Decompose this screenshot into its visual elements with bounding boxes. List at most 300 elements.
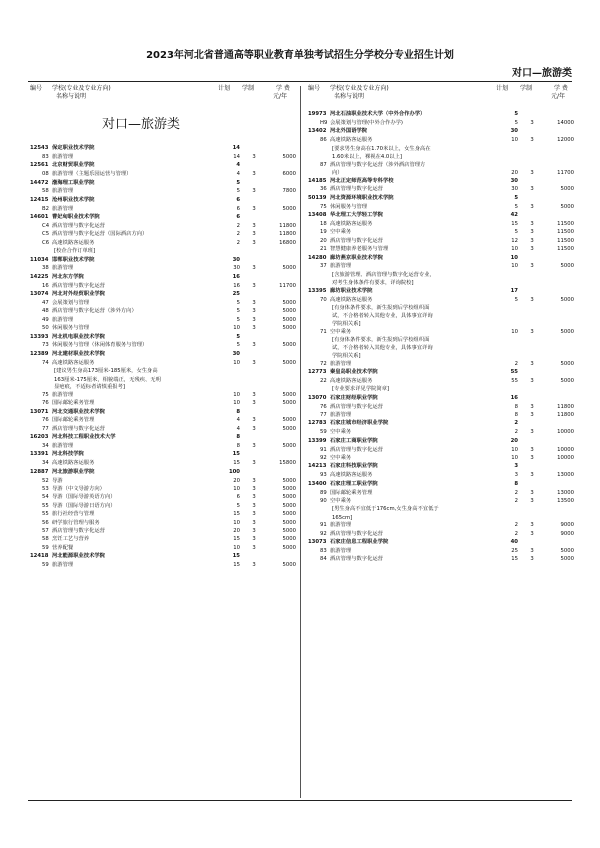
top-rule — [28, 81, 572, 82]
row-name: 1.60米以上，裸视在4.0以上] — [332, 153, 402, 160]
header-name-line2: 名称与说明 — [334, 93, 365, 100]
row-name: 北京财贸职业学院 — [52, 162, 95, 169]
row-name: 空中乘务 — [330, 429, 352, 436]
row-fee: 5000 — [282, 359, 296, 366]
major-row — [30, 230, 296, 238]
row-plan: 4 — [236, 171, 240, 178]
row-name: 空中乘务 — [330, 454, 352, 461]
row-code: 12783 — [308, 420, 327, 427]
row-name: 酒店管理与数字化运营 — [52, 425, 105, 432]
major-row — [308, 228, 574, 236]
row-fee: 5000 — [560, 328, 574, 335]
row-fee: 5000 — [282, 511, 296, 518]
row-name: 酒店管理与数字化运营（国际酒店方向） — [52, 231, 148, 238]
row-plan: 8 — [514, 403, 518, 410]
row-code: 22 — [320, 377, 327, 384]
row-code: 12773 — [308, 369, 327, 376]
row-name: 高速铁路客运服务 — [330, 296, 373, 303]
row-plan: 5 — [236, 316, 240, 323]
row-name: 保定职业技术学院 — [52, 145, 95, 151]
row-duration: 3 — [252, 265, 256, 272]
row-fee: 5000 — [560, 203, 574, 210]
row-plan: 8 — [236, 443, 240, 450]
row-plan: 30 — [232, 350, 240, 357]
row-plan: 4 — [236, 425, 240, 432]
row-name: 酒店管理与数字化运营 — [52, 223, 105, 230]
row-duration: 3 — [252, 486, 256, 493]
row-name: 163厘米-175厘米，相貌端正，无残疾、无明 — [54, 376, 161, 383]
row-code: 34 — [42, 443, 49, 450]
row-name: 休闲服务与管理 — [330, 203, 368, 210]
row-plan: 14 — [232, 145, 240, 151]
major-row — [30, 425, 296, 433]
row-name: 165cm] — [332, 514, 353, 521]
row-duration: 3 — [530, 530, 534, 537]
school-row — [30, 350, 296, 359]
major-row — [30, 399, 296, 407]
row-fee: 11800 — [279, 231, 296, 238]
major-row — [30, 239, 296, 247]
row-code: 77 — [42, 425, 49, 432]
row-name: 导游（中文导游方向） — [52, 486, 105, 493]
row-code: 19 — [320, 229, 327, 236]
header-name: 学校(专业及专业方向) — [330, 85, 389, 92]
header-name: 学校(专业及专业方向) — [52, 85, 111, 92]
row-code: 47 — [42, 300, 49, 307]
row-plan: 16 — [232, 273, 240, 280]
row-fee: 9000 — [560, 530, 574, 537]
row-fee: 5000 — [560, 377, 574, 384]
major-row — [30, 391, 296, 399]
row-plan: 6 — [236, 196, 240, 203]
row-code: 12543 — [30, 145, 49, 151]
row-code: B2 — [42, 205, 50, 212]
row-code: 13393 — [30, 333, 49, 340]
row-name: 旅游管理 — [52, 562, 74, 569]
category-label: 对口—旅游类 — [512, 68, 572, 79]
row-plan: 15 — [233, 511, 240, 518]
school-row — [30, 450, 296, 459]
school-row — [30, 161, 296, 170]
row-plan: 8 — [236, 408, 240, 415]
row-fee: 5000 — [282, 153, 296, 160]
major-row — [308, 497, 574, 505]
row-fee: 5000 — [282, 486, 296, 493]
major-row — [30, 316, 296, 324]
row-plan: 10 — [233, 486, 240, 493]
row-fee: 15800 — [279, 460, 296, 467]
row-fee: 10000 — [557, 446, 574, 453]
row-plan: 15 — [233, 536, 240, 543]
school-row — [30, 468, 296, 477]
header-plan: 计划 — [218, 85, 231, 92]
school-row — [30, 408, 296, 417]
row-duration: 3 — [530, 547, 534, 554]
row-name: 会展策划与管理(中外合作办学) — [330, 119, 403, 126]
major-row — [30, 153, 296, 161]
row-code: 55 — [42, 502, 49, 509]
row-fee: 6000 — [282, 171, 296, 178]
school-row — [30, 256, 296, 265]
row-code: 54 — [42, 494, 49, 501]
row-name: 沧州职业技术学院 — [52, 196, 95, 203]
left-table-body — [30, 144, 296, 569]
school-row — [308, 437, 574, 446]
row-duration: 3 — [252, 519, 256, 526]
row-name: 旅游管理 — [330, 360, 352, 367]
row-plan: 3 — [514, 463, 518, 470]
major-row — [308, 428, 574, 436]
row-name: 试，不合格者转入其他专业，具体事宜详询 — [332, 313, 433, 320]
row-name: 廊坊燕京职业技术学院 — [330, 254, 383, 261]
major-row — [30, 264, 296, 272]
row-code: 71 — [320, 328, 327, 335]
major-row — [308, 245, 574, 253]
row-name: 河北对外经贸职业学院 — [52, 291, 105, 298]
major-row — [30, 170, 296, 178]
row-duration: 3 — [530, 263, 534, 270]
row-duration: 3 — [252, 391, 256, 398]
row-name: 酒店管理与数字化运营 — [330, 403, 383, 410]
row-name: 石家庄工商职业学院 — [330, 437, 378, 444]
row-plan: 10 — [511, 137, 518, 144]
row-plan: 55 — [510, 369, 518, 376]
row-duration: 3 — [530, 137, 534, 144]
row-name: 华北理工大学轻工学院 — [330, 212, 383, 219]
row-fee: 11500 — [557, 229, 574, 236]
row-duration: 3 — [252, 460, 256, 467]
note-continuation-row — [308, 344, 574, 352]
row-fee: 13500 — [557, 497, 574, 504]
note-continuation-row — [308, 153, 574, 161]
row-code: 58 — [42, 188, 49, 195]
school-row — [308, 254, 574, 263]
row-code: 12561 — [30, 162, 49, 169]
row-duration: 3 — [252, 443, 256, 450]
row-plan: 25 — [511, 547, 518, 554]
row-duration: 3 — [252, 308, 256, 315]
row-code: 14225 — [30, 273, 49, 280]
major-row — [308, 411, 574, 419]
note-continuation-row — [308, 514, 574, 522]
row-plan: 6 — [236, 205, 240, 212]
row-name: 石家庄城市经济职业学院 — [330, 420, 389, 427]
row-code: 73 — [42, 342, 49, 349]
major-row — [308, 446, 574, 454]
row-name: 河北外国语学院 — [330, 128, 368, 135]
school-row — [30, 213, 296, 222]
row-plan: 2 — [236, 223, 240, 230]
row-fee: 5000 — [282, 342, 296, 349]
school-row — [308, 368, 574, 377]
row-code: 12418 — [30, 553, 49, 560]
row-plan: 100 — [228, 468, 240, 475]
row-plan: 2 — [514, 360, 518, 367]
row-name: 会展策划与管理 — [52, 300, 90, 307]
row-name: 高速铁路客运服务 — [330, 377, 373, 384]
row-code: 77 — [320, 411, 327, 418]
row-duration: 3 — [530, 360, 534, 367]
row-fee: 7800 — [282, 188, 296, 195]
row-name: 石家庄信息工程职业学院 — [330, 539, 389, 546]
school-row — [308, 538, 574, 547]
row-name: [校企合作订单班] — [54, 248, 96, 255]
major-row — [30, 442, 296, 450]
school-row — [30, 290, 296, 299]
row-name: 高速铁路客运服务 — [52, 359, 95, 366]
row-fee: 11800 — [557, 411, 574, 418]
row-name: [有身体条件要求，新生报到后学校组织面 — [332, 337, 430, 344]
row-fee: 16800 — [279, 239, 296, 246]
note-row — [308, 336, 574, 344]
row-duration: 3 — [252, 231, 256, 238]
row-name: 河北科技工程职业技术大学 — [52, 434, 116, 441]
school-row — [308, 480, 574, 489]
row-plan: 5 — [236, 333, 240, 340]
row-code: 83 — [42, 153, 49, 160]
row-code: 12887 — [30, 468, 49, 475]
row-plan: 10 — [233, 519, 240, 526]
row-duration: 3 — [252, 223, 256, 230]
row-code: 50139 — [308, 194, 327, 201]
row-code: 93 — [320, 472, 327, 479]
row-code: 49 — [42, 316, 49, 323]
row-plan: 10 — [233, 325, 240, 332]
row-name: 河北东方学院 — [52, 273, 84, 280]
row-duration: 3 — [252, 325, 256, 332]
row-plan: 20 — [233, 527, 240, 534]
row-plan: 15 — [232, 451, 240, 458]
row-plan: 40 — [510, 539, 518, 546]
row-code: C5 — [42, 231, 50, 238]
table-header — [30, 84, 296, 108]
right-column — [308, 84, 574, 564]
page-title: 2023年河北省普通高等职业教育单独考试招生分学校分专业招生计划 — [146, 50, 454, 61]
row-name: 酒店管理与数字化运营（涉外酒店管理方 — [330, 161, 426, 168]
row-duration: 3 — [530, 446, 534, 453]
row-code: 75 — [42, 391, 49, 398]
row-code: 83 — [320, 547, 327, 554]
row-plan: 10 — [233, 391, 240, 398]
row-name: 导游（国际导游日语方向） — [52, 502, 116, 509]
row-name: 导游 — [52, 477, 63, 484]
row-fee: 11500 — [557, 246, 574, 253]
row-duration: 3 — [252, 300, 256, 307]
row-code: 56 — [42, 519, 49, 526]
row-fee: 5000 — [282, 519, 296, 526]
row-fee: 13000 — [557, 472, 574, 479]
row-code: 14601 — [30, 214, 49, 221]
row-name: 空中乘务 — [330, 328, 352, 335]
row-plan: 10 — [233, 359, 240, 366]
row-name: 酒店管理与数字化运营 — [52, 527, 105, 534]
major-row — [30, 510, 296, 518]
row-duration: 3 — [252, 425, 256, 432]
row-name: [有身体条件要求，新生报到后学校组织面 — [332, 305, 430, 312]
row-fee: 10000 — [557, 429, 574, 436]
row-duration: 3 — [252, 239, 256, 246]
row-plan: 4 — [236, 162, 240, 169]
row-name: 河北交通职业技术学院 — [52, 408, 105, 415]
row-name: 学院相关系] — [332, 353, 361, 360]
row-code: 91 — [320, 522, 327, 529]
major-row — [308, 328, 574, 336]
row-name: 渤海理工职业学院 — [52, 179, 95, 186]
row-duration: 3 — [530, 237, 534, 244]
row-name: 酒店管理与数字化运营 — [330, 186, 383, 193]
row-code: 38 — [42, 265, 49, 272]
row-plan: 10 — [233, 400, 240, 407]
row-duration: 3 — [530, 229, 534, 236]
row-fee: 5000 — [282, 536, 296, 543]
row-duration: 3 — [530, 522, 534, 529]
row-duration: 3 — [252, 153, 256, 160]
major-row — [308, 403, 574, 411]
row-plan: 5 — [236, 342, 240, 349]
row-code: 13073 — [308, 539, 327, 546]
row-plan: 30 — [510, 128, 518, 135]
row-code: 84 — [320, 556, 327, 563]
row-plan: 5 — [514, 111, 518, 117]
note-row — [308, 304, 574, 312]
row-name: 学院相关系] — [332, 321, 361, 328]
row-name: 旅游管理 — [52, 188, 74, 195]
row-name: [要求男生身高在1.70米以上，女生身高在 — [332, 145, 431, 152]
row-duration: 3 — [530, 472, 534, 479]
major-row — [30, 519, 296, 527]
row-plan: 8 — [514, 480, 518, 487]
row-name: 河北正定师范高等专科学校 — [330, 177, 394, 184]
row-code: 87 — [320, 161, 327, 168]
row-code: 50 — [42, 325, 49, 332]
school-row — [308, 211, 574, 220]
row-code: 14213 — [308, 463, 327, 470]
row-fee: 11700 — [557, 169, 574, 176]
row-duration: 3 — [530, 429, 534, 436]
major-row — [30, 477, 296, 485]
row-code: 86 — [320, 137, 327, 144]
row-code: 72 — [320, 360, 327, 367]
row-name: 石家庄科技职业学院 — [330, 463, 378, 470]
row-plan: 42 — [510, 212, 518, 219]
row-plan: 15 — [511, 556, 518, 563]
header-code: 编号 — [30, 85, 43, 92]
row-duration: 3 — [252, 536, 256, 543]
row-code: 53 — [42, 486, 49, 493]
row-plan: 2 — [514, 489, 518, 496]
row-name: 高速铁路客运服务 — [52, 239, 95, 246]
row-fee: 9000 — [560, 522, 574, 529]
row-code: 20 — [320, 237, 327, 244]
row-code: 18 — [320, 220, 327, 227]
major-row — [308, 489, 574, 497]
row-code: 76 — [42, 417, 49, 424]
bottom-rule — [28, 800, 572, 801]
row-code: 08 — [42, 171, 49, 178]
header-fee: 学 费 — [554, 85, 568, 92]
row-plan: 5 — [236, 502, 240, 509]
major-row — [308, 185, 574, 193]
major-row — [30, 359, 296, 367]
row-name: 旅游管理 — [52, 316, 74, 323]
row-code: 21 — [320, 246, 327, 253]
row-fee: 5000 — [282, 527, 296, 534]
header-duration: 学制 — [520, 85, 533, 92]
row-plan: 15 — [233, 460, 240, 467]
row-fee: 5000 — [560, 360, 574, 367]
row-name: 河北机电职业技术学院 — [52, 333, 105, 340]
row-duration: 3 — [252, 205, 256, 212]
row-code: C4 — [42, 223, 50, 230]
row-name: 高速铁路客运服务 — [330, 472, 373, 479]
row-duration: 3 — [530, 328, 534, 335]
row-code: 16 — [42, 282, 49, 289]
row-fee: 11800 — [557, 403, 574, 410]
row-plan: 15 — [233, 562, 240, 569]
header-name-line2: 名称与说明 — [56, 93, 87, 100]
row-duration: 3 — [252, 511, 256, 518]
row-name: [建议男生身高173厘米-185厘米，女生身高 — [54, 368, 158, 375]
row-code: 92 — [320, 530, 327, 537]
row-name: 导游（国际导游英语方向） — [52, 494, 116, 501]
row-duration: 3 — [530, 203, 534, 210]
major-row — [308, 296, 574, 304]
row-duration: 3 — [530, 246, 534, 253]
row-fee: 11500 — [557, 237, 574, 244]
row-name: 休闲服务与管理 — [52, 325, 90, 332]
row-plan: 55 — [511, 377, 518, 384]
row-fee: 5000 — [282, 316, 296, 323]
row-fee: 5000 — [560, 547, 574, 554]
note-continuation-row — [308, 320, 574, 328]
row-code: 59 — [42, 562, 49, 569]
header-fee-unit: 元/年 — [273, 93, 288, 100]
row-name: 高速铁路客运服务 — [330, 220, 373, 227]
row-plan: 5 — [514, 229, 518, 236]
row-fee: 5000 — [282, 562, 296, 569]
row-code: 91 — [320, 446, 327, 453]
row-code: 58 — [42, 536, 49, 543]
row-plan: 15 — [232, 553, 240, 560]
row-name: 高速铁路客运服务 — [52, 460, 95, 467]
row-plan: 10 — [510, 254, 518, 261]
row-name: 秦皇岛职业技术学院 — [330, 369, 378, 376]
row-plan: 30 — [232, 256, 240, 263]
row-plan: 17 — [510, 287, 518, 294]
row-plan: 2 — [514, 530, 518, 537]
row-fee: 5000 — [282, 391, 296, 398]
row-plan: 30 — [233, 265, 240, 272]
header-code: 编号 — [308, 85, 321, 92]
row-fee: 5000 — [282, 544, 296, 551]
row-plan: 20 — [233, 477, 240, 484]
row-code: 11034 — [30, 256, 49, 263]
row-plan: 25 — [232, 291, 240, 298]
school-row — [30, 333, 296, 342]
row-name: 旅游管理 — [52, 391, 74, 398]
row-name: 对考生身体条件有要求，详询院校] — [332, 280, 414, 287]
school-row — [308, 462, 574, 471]
note-row — [30, 247, 296, 255]
row-plan: 3 — [514, 472, 518, 479]
school-row — [308, 110, 574, 119]
row-plan: 2 — [514, 522, 518, 529]
row-fee: 5000 — [282, 308, 296, 315]
row-name: 空中乘务 — [330, 497, 352, 504]
major-row — [308, 377, 574, 385]
row-duration: 3 — [252, 417, 256, 424]
row-plan: 5 — [514, 119, 518, 126]
